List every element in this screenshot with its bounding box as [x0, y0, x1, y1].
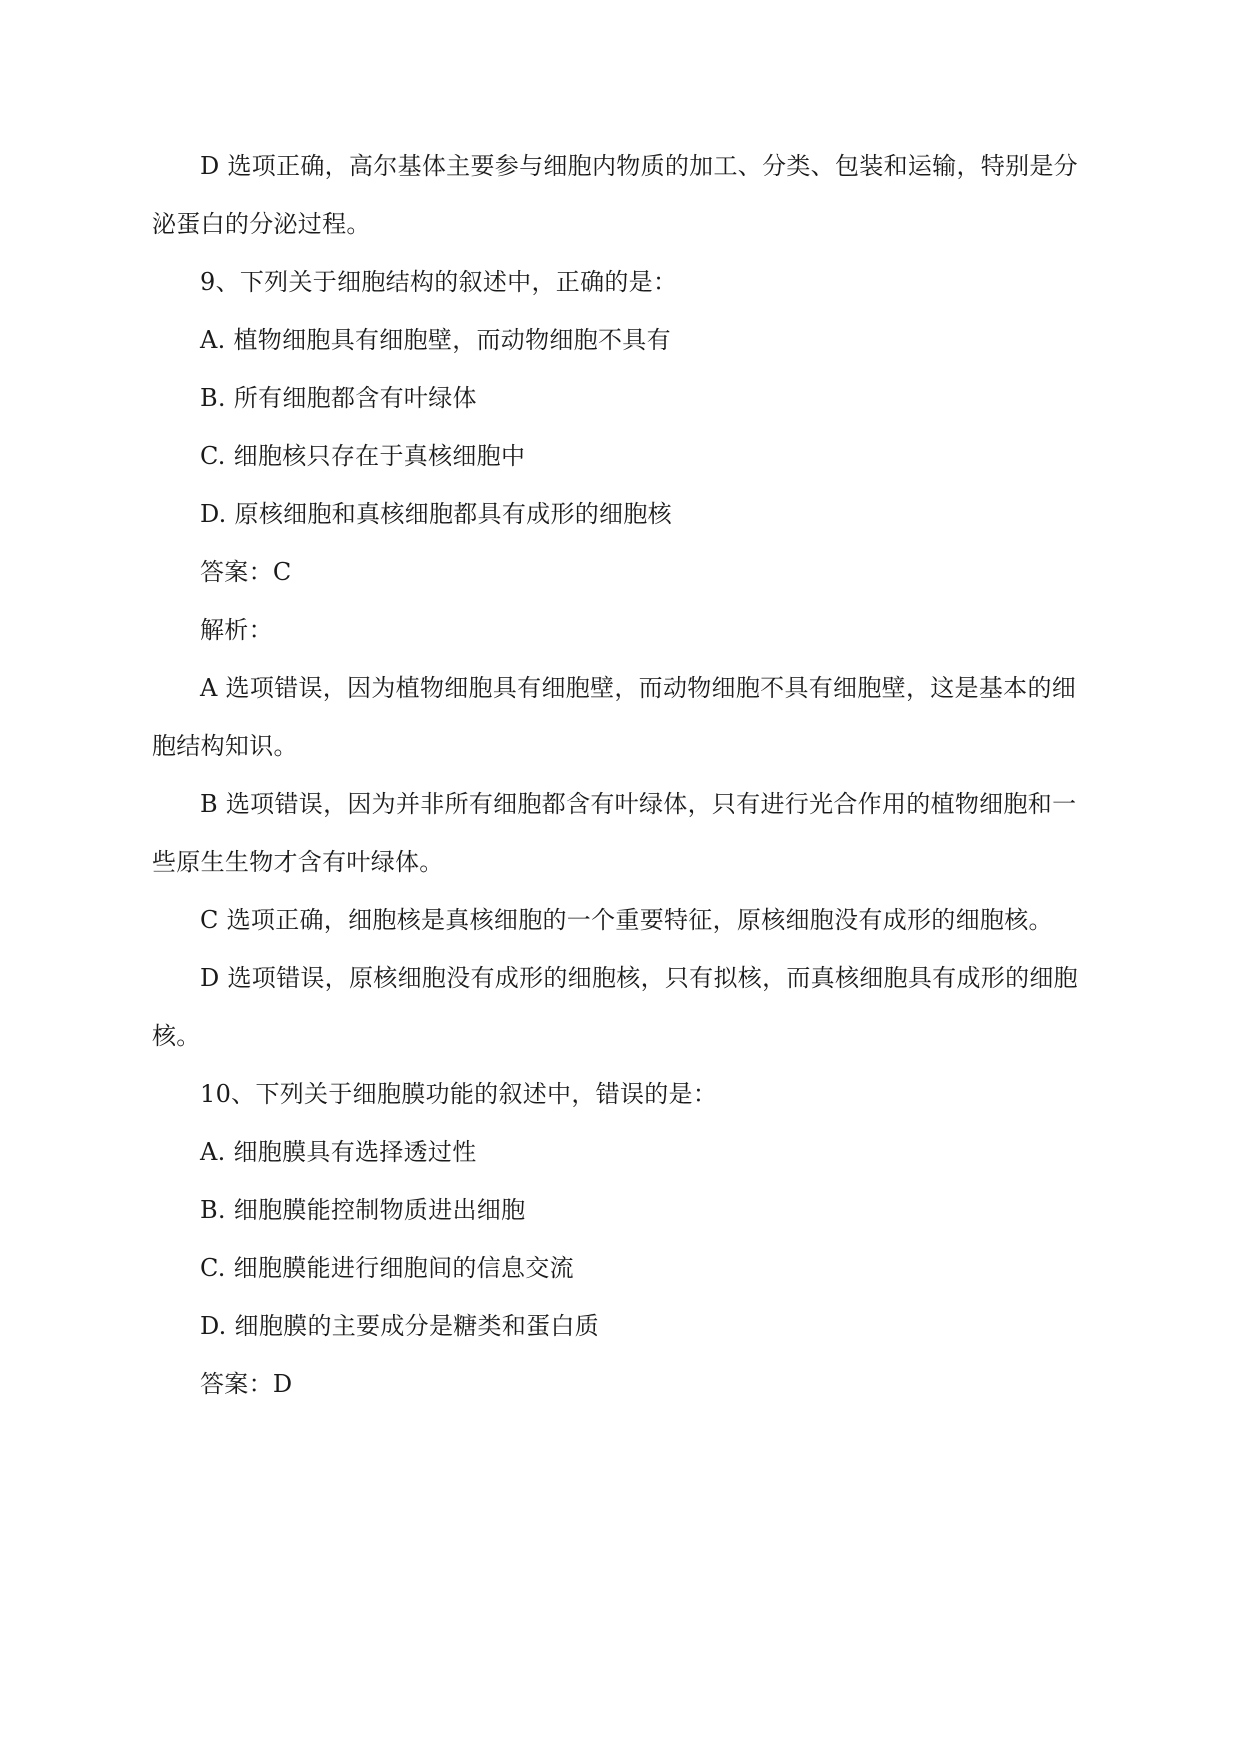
question-9-explanation-c: C 选项正确，细胞核是真核细胞的一个重要特征，原核细胞没有成形的细胞核。	[200, 906, 1053, 934]
question-9-option-d: D. 原核细胞和真核细胞都具有成形的细胞核	[200, 500, 672, 528]
question-9-option-b: B. 所有细胞都含有叶绿体	[200, 384, 477, 412]
question-9-explanation-a-line-2: 胞结构知识。	[152, 732, 298, 760]
question-10-answer: 答案：D	[200, 1370, 293, 1398]
explanation-d-correct-line-1: D 选项正确，高尔基体主要参与细胞内物质的加工、分类、包装和运输，特别是分	[200, 152, 1078, 180]
question-9-option-a: A. 植物细胞具有细胞壁，而动物细胞不具有	[200, 326, 671, 354]
question-10-option-c: C. 细胞膜能进行细胞间的信息交流	[200, 1254, 574, 1282]
question-9-explanation-b-line-2: 些原生生物才含有叶绿体。	[152, 848, 444, 876]
question-9-option-c: C. 细胞核只存在于真核细胞中	[200, 442, 526, 470]
question-9-explanation-d-line-1: D 选项错误，原核细胞没有成形的细胞核，只有拟核，而真核细胞具有成形的细胞	[200, 964, 1078, 992]
question-9-explanation-b-line-1: B 选项错误，因为并非所有细胞都含有叶绿体，只有进行光合作用的植物细胞和一	[200, 790, 1077, 818]
question-10-option-b: B. 细胞膜能控制物质进出细胞	[200, 1196, 526, 1224]
question-9-stem: 9、下列关于细胞结构的叙述中，正确的是：	[200, 268, 678, 296]
question-9-explanation-d-line-2: 核。	[152, 1022, 201, 1050]
explanation-d-correct-line-2: 泌蛋白的分泌过程。	[152, 210, 371, 238]
question-9-explanation-a-line-1: A 选项错误，因为植物细胞具有细胞壁，而动物细胞不具有细胞壁，这是基本的细	[200, 674, 1077, 702]
question-9-answer: 答案：C	[200, 558, 292, 586]
question-10-stem: 10、下列关于细胞膜功能的叙述中，错误的是：	[200, 1080, 718, 1108]
question-9-analysis-heading: 解析：	[200, 616, 273, 644]
question-10-option-d: D. 细胞膜的主要成分是糖类和蛋白质	[200, 1312, 600, 1340]
question-10-option-a: A. 细胞膜具有选择透过性	[200, 1138, 477, 1166]
